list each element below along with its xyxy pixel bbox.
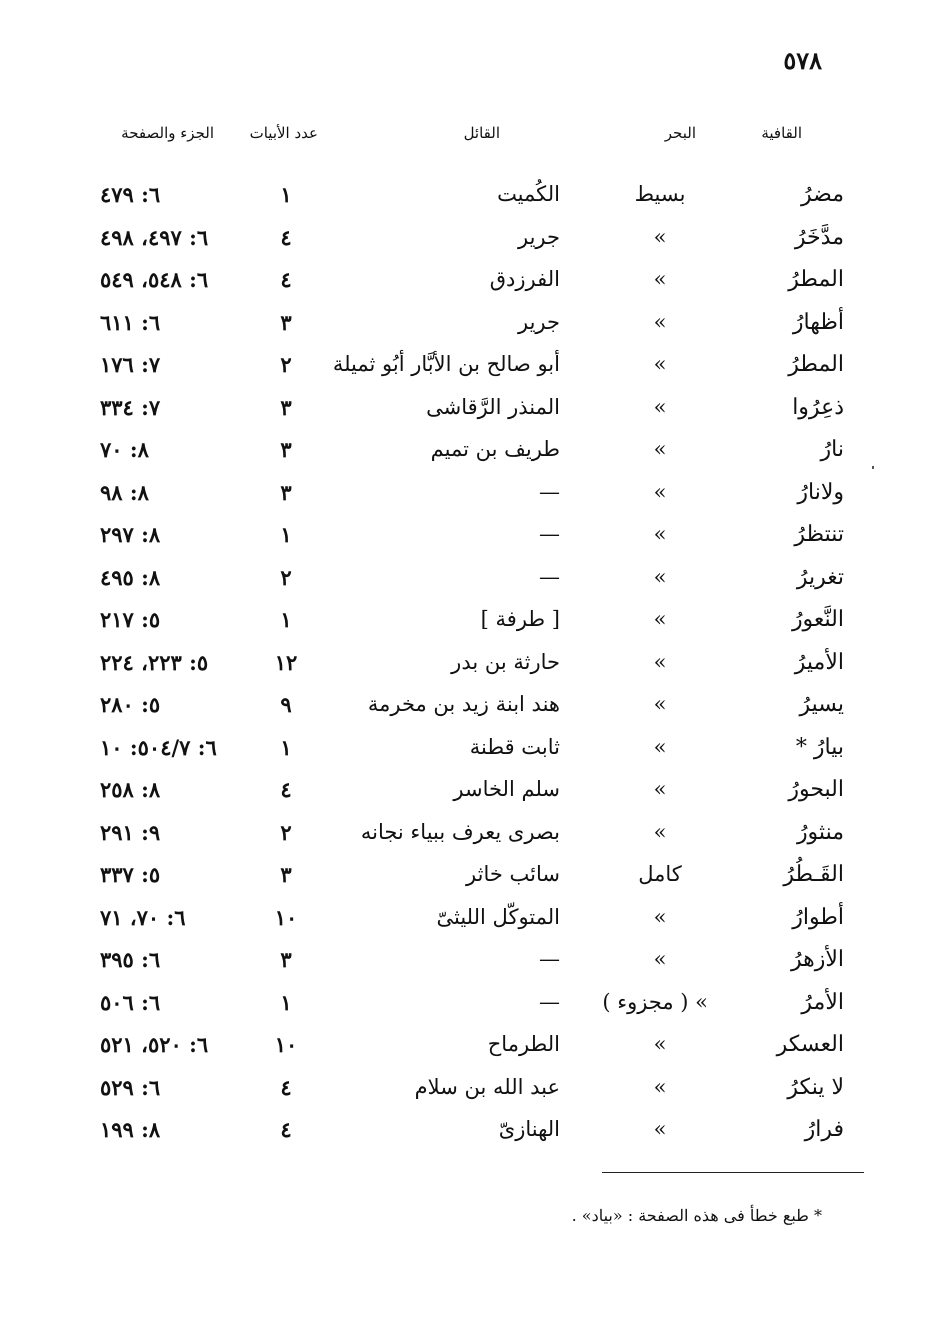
cell-meter: » xyxy=(653,479,667,504)
cell-volume-page: ٨: ١٩٩ xyxy=(100,1117,161,1142)
cell-verse-count: ١٠ xyxy=(274,904,298,930)
cell-poet: ثابت قطنة xyxy=(469,734,560,759)
table-row xyxy=(0,688,926,731)
cell-verse-count: ٤ xyxy=(280,777,292,802)
cell-meter: » xyxy=(653,352,667,376)
cell-poet: أبو صالح بن الأبَّار أبُو ثميلة xyxy=(332,352,560,376)
cell-rhyme: المطرُ xyxy=(788,352,844,377)
cell-meter: » ( مجزوء ) xyxy=(602,989,708,1014)
table-row xyxy=(0,391,926,434)
cell-rhyme: ذعِرُوا xyxy=(792,394,844,420)
cell-rhyme: تنتظرُ xyxy=(794,522,844,547)
table-row xyxy=(0,943,926,986)
table-row xyxy=(0,476,926,519)
cell-rhyme: النَّعورُ xyxy=(791,607,844,632)
cell-volume-page: ٦: ٧٠، ٧١ xyxy=(100,904,186,930)
cell-verse-count: ٤ xyxy=(280,224,292,250)
cell-poet: سائب خاثر xyxy=(466,862,560,886)
cell-meter: كامل xyxy=(638,862,682,886)
table-row xyxy=(0,816,926,859)
cell-rhyme: الأمرُ xyxy=(801,989,844,1015)
cell-poet: [ طرفة ] xyxy=(480,607,560,631)
cell-volume-page: ٨: ٢٩٧ xyxy=(100,522,161,547)
cell-poet: طريف بن تميم xyxy=(430,437,560,461)
table-row xyxy=(0,901,926,944)
cell-volume-page: ٦: ٥٠٤/٧: ١٠ xyxy=(100,734,217,760)
cell-rhyme: الأميرُ xyxy=(794,649,844,675)
cell-meter: » xyxy=(653,607,667,631)
cell-meter: » xyxy=(653,819,667,844)
table-row xyxy=(0,986,926,1029)
cell-poet: جرير xyxy=(518,224,560,249)
cell-verse-count: ٢ xyxy=(280,564,292,590)
cell-volume-page: ٦: ٥٠٦ xyxy=(100,989,161,1015)
cell-rhyme: القَـطُرُ xyxy=(783,862,844,887)
cell-meter: » xyxy=(653,309,667,334)
cell-meter: » xyxy=(653,224,667,249)
header-meter: البحر xyxy=(664,124,696,142)
table-row xyxy=(0,348,926,391)
cell-poet: — xyxy=(539,522,560,546)
cell-poet: المتوكّل الليثىّ xyxy=(436,904,560,929)
table-row xyxy=(0,646,926,689)
cell-verse-count: ٣ xyxy=(280,309,292,335)
cell-verse-count: ١ xyxy=(280,182,292,207)
cell-volume-page: ٦: ٤٧٩ xyxy=(100,182,161,207)
cell-meter: » xyxy=(653,437,667,461)
cell-meter: » xyxy=(653,564,667,589)
cell-meter: بسيط xyxy=(634,182,686,206)
cell-verse-count: ٣ xyxy=(280,437,292,462)
cell-volume-page: ٧: ١٧٦ xyxy=(100,352,161,377)
cell-verse-count: ١ xyxy=(280,607,292,632)
cell-meter: » xyxy=(653,777,667,801)
cell-verse-count: ٤ xyxy=(280,267,292,292)
cell-poet: — xyxy=(539,989,560,1014)
cell-poet: الكُميت xyxy=(497,182,560,206)
table-row xyxy=(0,1071,926,1114)
cell-poet: حارثة بن بدر xyxy=(451,649,560,674)
cell-volume-page: ٨: ٧٠ xyxy=(100,437,149,462)
cell-poet: — xyxy=(539,479,560,504)
cell-volume-page: ٨: ٩٨ xyxy=(100,479,149,505)
header-volume-page: الجزء والصفحة xyxy=(121,124,214,142)
footnote-divider xyxy=(602,1172,864,1173)
cell-rhyme: بيارُ * xyxy=(795,734,844,760)
cell-verse-count: ٣ xyxy=(280,862,292,887)
cell-verse-count: ١٠ xyxy=(274,1032,298,1057)
table-row xyxy=(0,1028,926,1071)
cell-volume-page: ٦: ٥٤٨، ٥٤٩ xyxy=(100,267,209,292)
header-poet: القائل xyxy=(463,124,500,142)
cell-meter: » xyxy=(653,1074,667,1099)
cell-poet: الطرماح xyxy=(487,1032,560,1056)
cell-verse-count: ٣ xyxy=(280,479,292,505)
table-row xyxy=(0,858,926,901)
cell-volume-page: ٥: ٣٣٧ xyxy=(100,862,161,887)
table-row xyxy=(0,731,926,774)
cell-rhyme: نارُ xyxy=(820,437,844,462)
cell-rhyme: لا ينكرُ xyxy=(787,1074,844,1100)
cell-rhyme: يسيرُ xyxy=(799,692,844,717)
cell-meter: » xyxy=(653,649,667,674)
table-row xyxy=(0,306,926,349)
header-verse-count: عدد الأبيات xyxy=(249,124,318,142)
cell-volume-page: ٥: ٢٢٣، ٢٢٤ xyxy=(100,649,209,675)
cell-rhyme: العسكر xyxy=(776,1032,844,1057)
table-row xyxy=(0,561,926,604)
cell-volume-page: ٦: ٥٢٠، ٥٢١ xyxy=(100,1032,209,1057)
table-row xyxy=(0,1113,926,1156)
cell-rhyme: البحورُ xyxy=(788,777,844,802)
cell-poet: الفرزدق xyxy=(489,267,560,291)
cell-meter: » xyxy=(653,1032,667,1056)
header-rhyme: القافية xyxy=(761,124,802,142)
scan-speck xyxy=(872,466,874,469)
cell-volume-page: ٨: ٤٩٥ xyxy=(100,564,161,590)
cell-rhyme: منثورُ xyxy=(796,819,844,845)
cell-meter: » xyxy=(653,734,667,759)
cell-verse-count: ٩ xyxy=(280,692,292,717)
cell-meter: » xyxy=(653,947,667,971)
footnote: * طبع خطأ فى هذه الصفحة : «بياد» . xyxy=(571,1206,822,1225)
cell-rhyme: أظهارُ xyxy=(792,309,844,335)
cell-poet: عبد الله بن سلام xyxy=(414,1074,560,1099)
cell-meter: » xyxy=(653,904,667,929)
cell-poet: — xyxy=(539,564,560,589)
cell-verse-count: ٣ xyxy=(280,947,292,972)
cell-volume-page: ٦: ٣٩٥ xyxy=(100,947,161,972)
cell-verse-count: ٤ xyxy=(280,1117,292,1142)
cell-volume-page: ٦: ٦١١ xyxy=(100,309,161,335)
cell-meter: » xyxy=(653,1117,667,1141)
cell-meter: » xyxy=(653,522,667,546)
cell-verse-count: ١ xyxy=(280,989,292,1015)
cell-poet: — xyxy=(539,947,560,971)
cell-rhyme: الأزهرُ xyxy=(790,947,844,972)
table-row xyxy=(0,433,926,476)
cell-poet: بصرى يعرف ببياء نجانه xyxy=(360,819,560,844)
cell-volume-page: ٦: ٤٩٧، ٤٩٨ xyxy=(100,224,209,250)
cell-verse-count: ١ xyxy=(280,522,292,547)
cell-poet: سلم الخاسر xyxy=(453,777,560,801)
table-row xyxy=(0,178,926,221)
cell-rhyme: تغريرُ xyxy=(796,564,844,590)
cell-rhyme: أطوارُ xyxy=(792,904,844,930)
table-row xyxy=(0,603,926,646)
cell-volume-page: ٨: ٢٥٨ xyxy=(100,777,161,802)
cell-verse-count: ١ xyxy=(280,734,292,760)
cell-poet: المنذر الرَّقاشى xyxy=(426,394,560,419)
cell-volume-page: ٥: ٢١٧ xyxy=(100,607,161,632)
cell-rhyme: المطرُ xyxy=(788,267,844,292)
table-row xyxy=(0,518,926,561)
cell-volume-page: ٥: ٢٨٠ xyxy=(100,692,161,717)
index-table xyxy=(0,178,926,1156)
cell-poet: الهنازىّ xyxy=(498,1117,560,1141)
cell-rhyme: فرارُ xyxy=(804,1117,844,1142)
cell-verse-count: ١٢ xyxy=(274,649,298,675)
cell-volume-page: ٧: ٣٣٤ xyxy=(100,394,161,420)
cell-volume-page: ٦: ٥٢٩ xyxy=(100,1074,161,1100)
page-number: ٥٧٨ xyxy=(783,46,822,75)
table-row xyxy=(0,221,926,264)
cell-rhyme: مضرُ xyxy=(800,182,844,207)
cell-meter: » xyxy=(653,267,667,291)
table-row xyxy=(0,263,926,306)
cell-rhyme: ولانارُ xyxy=(797,479,844,505)
cell-meter: » xyxy=(653,394,667,419)
cell-verse-count: ٢ xyxy=(280,819,292,845)
cell-verse-count: ٢ xyxy=(280,352,292,377)
cell-verse-count: ٣ xyxy=(280,394,292,420)
table-row xyxy=(0,773,926,816)
cell-poet: هند ابنة زيد بن مخرمة xyxy=(367,692,560,716)
cell-volume-page: ٩: ٢٩١ xyxy=(100,819,161,845)
cell-poet: جرير xyxy=(518,309,560,334)
cell-meter: » xyxy=(653,692,667,716)
cell-rhyme: مدَّخَرُ xyxy=(794,224,844,250)
cell-verse-count: ٤ xyxy=(280,1074,292,1100)
